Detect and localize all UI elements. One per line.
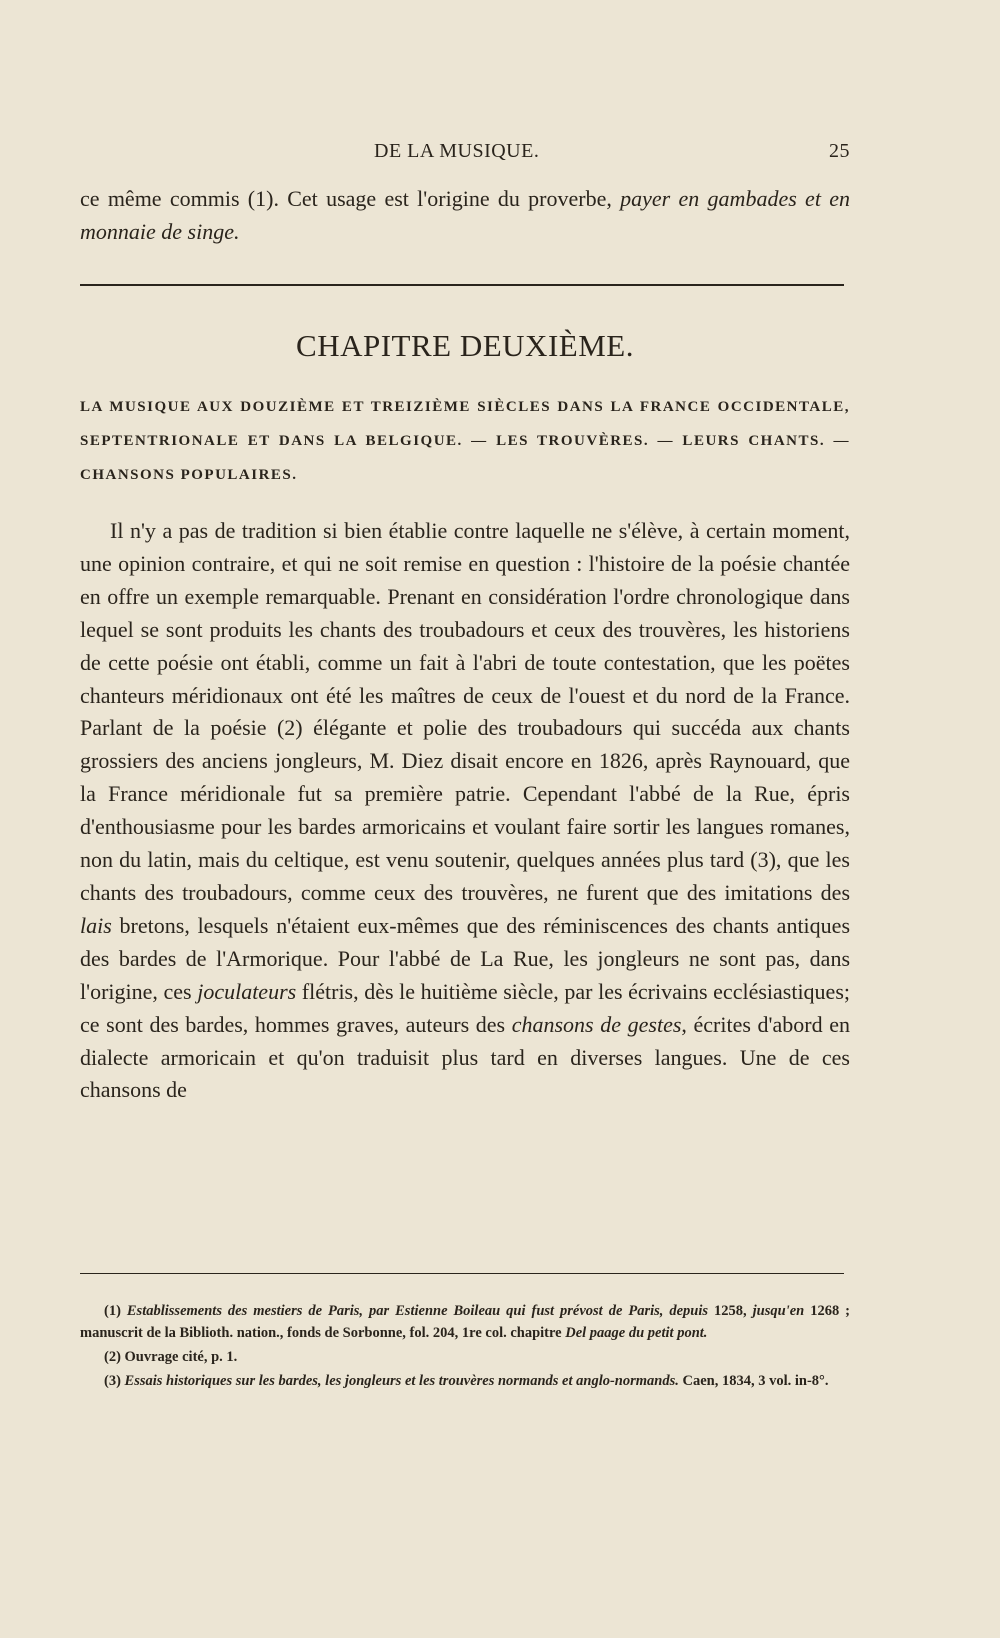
lead-italic-proverb: payer en gambades et en monnaie de singe. [80,186,850,244]
chapter-title: CHAPITRE DEUXIÈME. [296,328,634,363]
footnote-1-jusquen: jusqu'en [752,1303,805,1319]
body-text [80,515,850,1107]
footnote-1-title: Establissements des mestiers de Paris, par Estienne Boileau qui fust prévost de Paris, depuis [126,1303,709,1319]
footnote-1-text: 1268 ; manuscrit de la Biblioth. nation., fonds de Sorbonne, fol. 204, 1re col. chapitre [80,1303,850,1341]
footnote-2: (2) Ouvrage cité, p. 1. [104,1349,238,1365]
footnote-divider [80,1273,844,1274]
lead-text: ce même commis (1). Cet usage est l'origine du proverbe, [80,186,621,211]
footnote-3 [80,1370,850,1392]
body-italic-chansons: chansons de gestes [511,1011,682,1037]
chapter-summary: LA MUSIQUE AUX DOUZIÈME ET TREIZIÈME SIÈCLES DANS LA FRANCE OCCIDENTALE, SEPTENTRIONALE ET DANS LA BELGIQUE. — LES TROUVÈRES. — LEURS CHANTS. — CHANSONS POPULAIRES. [80,399,850,483]
footnote-3-text: Caen, 1834, 3 vol. in-8°. [678,1373,829,1389]
footnote-1-marker: (1) [104,1303,127,1319]
chapter-divider [80,284,844,286]
footnote-1 [80,1300,850,1344]
body-part-3: flétris, dès le huitième siècle, par les écrivains ecclésiastiques; ce sont des bardes, hommes graves, auteurs des [80,978,850,1037]
page-number: 25 [829,140,850,162]
footnote-1-year: 1258, [708,1303,753,1319]
footnote-3-title: Essais historiques sur les bardes, les jongleurs et les trouvères normands et anglo-normands. [124,1373,679,1389]
body-part-4: , écrites d'abord en dialecte armoricain et qu'on traduisit plus tard en diverses langues. Une de ces chansons de [80,1011,850,1103]
running-title: DE LA MUSIQUE. [374,140,540,162]
body-italic-joculateurs: joculateurs [197,978,297,1004]
body-part-1: Il n'y a pas de tradition si bien établie contre laquelle ne s'élève, à certain moment, une opinion contraire, et qui ne soit remise en question : l'histoire de la poésie chantée en offre un exemple remarquable. Prenant en considération l'ordre chronologique dans lequel se sont produits les chants des troubadours et ceux des trouvères, les historiens de cette poésie ont établi, comme un fait à l'abri de toute contestation, que les poëtes chanteurs méridionaux ont été les maîtres de ceux de l'ouest et du nord de la France. Parlant de la poésie (2) élégante et polie des troubadours qui succéda aux chants grossiers des anciens jongleurs, M. Diez disait encore en 1826, après Raynouard, que la France méridionale fut sa première patrie. Cependant l'abbé de la Rue, épris d'enthousiasme pour les bardes armoricains et voulant faire sortir les langues romanes, non du latin, mais du celtique, est venu soutenir, quelques années plus tard (3), que les chants des troubadours, comme ceux des trouvères, ne furent que des imitations des [80,518,850,905]
footnotes [80,1300,850,1394]
body-part-2: bretons, lesquels n'étaient eux-mêmes que des réminiscences des chants antiques des bardes de l'Armorique. Pour l'abbé de La Rue, les jongleurs ne sont pas, dans l'origine, ces [80,912,850,1004]
footnote-3-marker: (3) [104,1373,125,1389]
footnote-1-chapter: Del paage du petit pont. [565,1325,708,1341]
body-italic-lais: lais [80,912,112,938]
lead-paragraph [80,182,850,248]
